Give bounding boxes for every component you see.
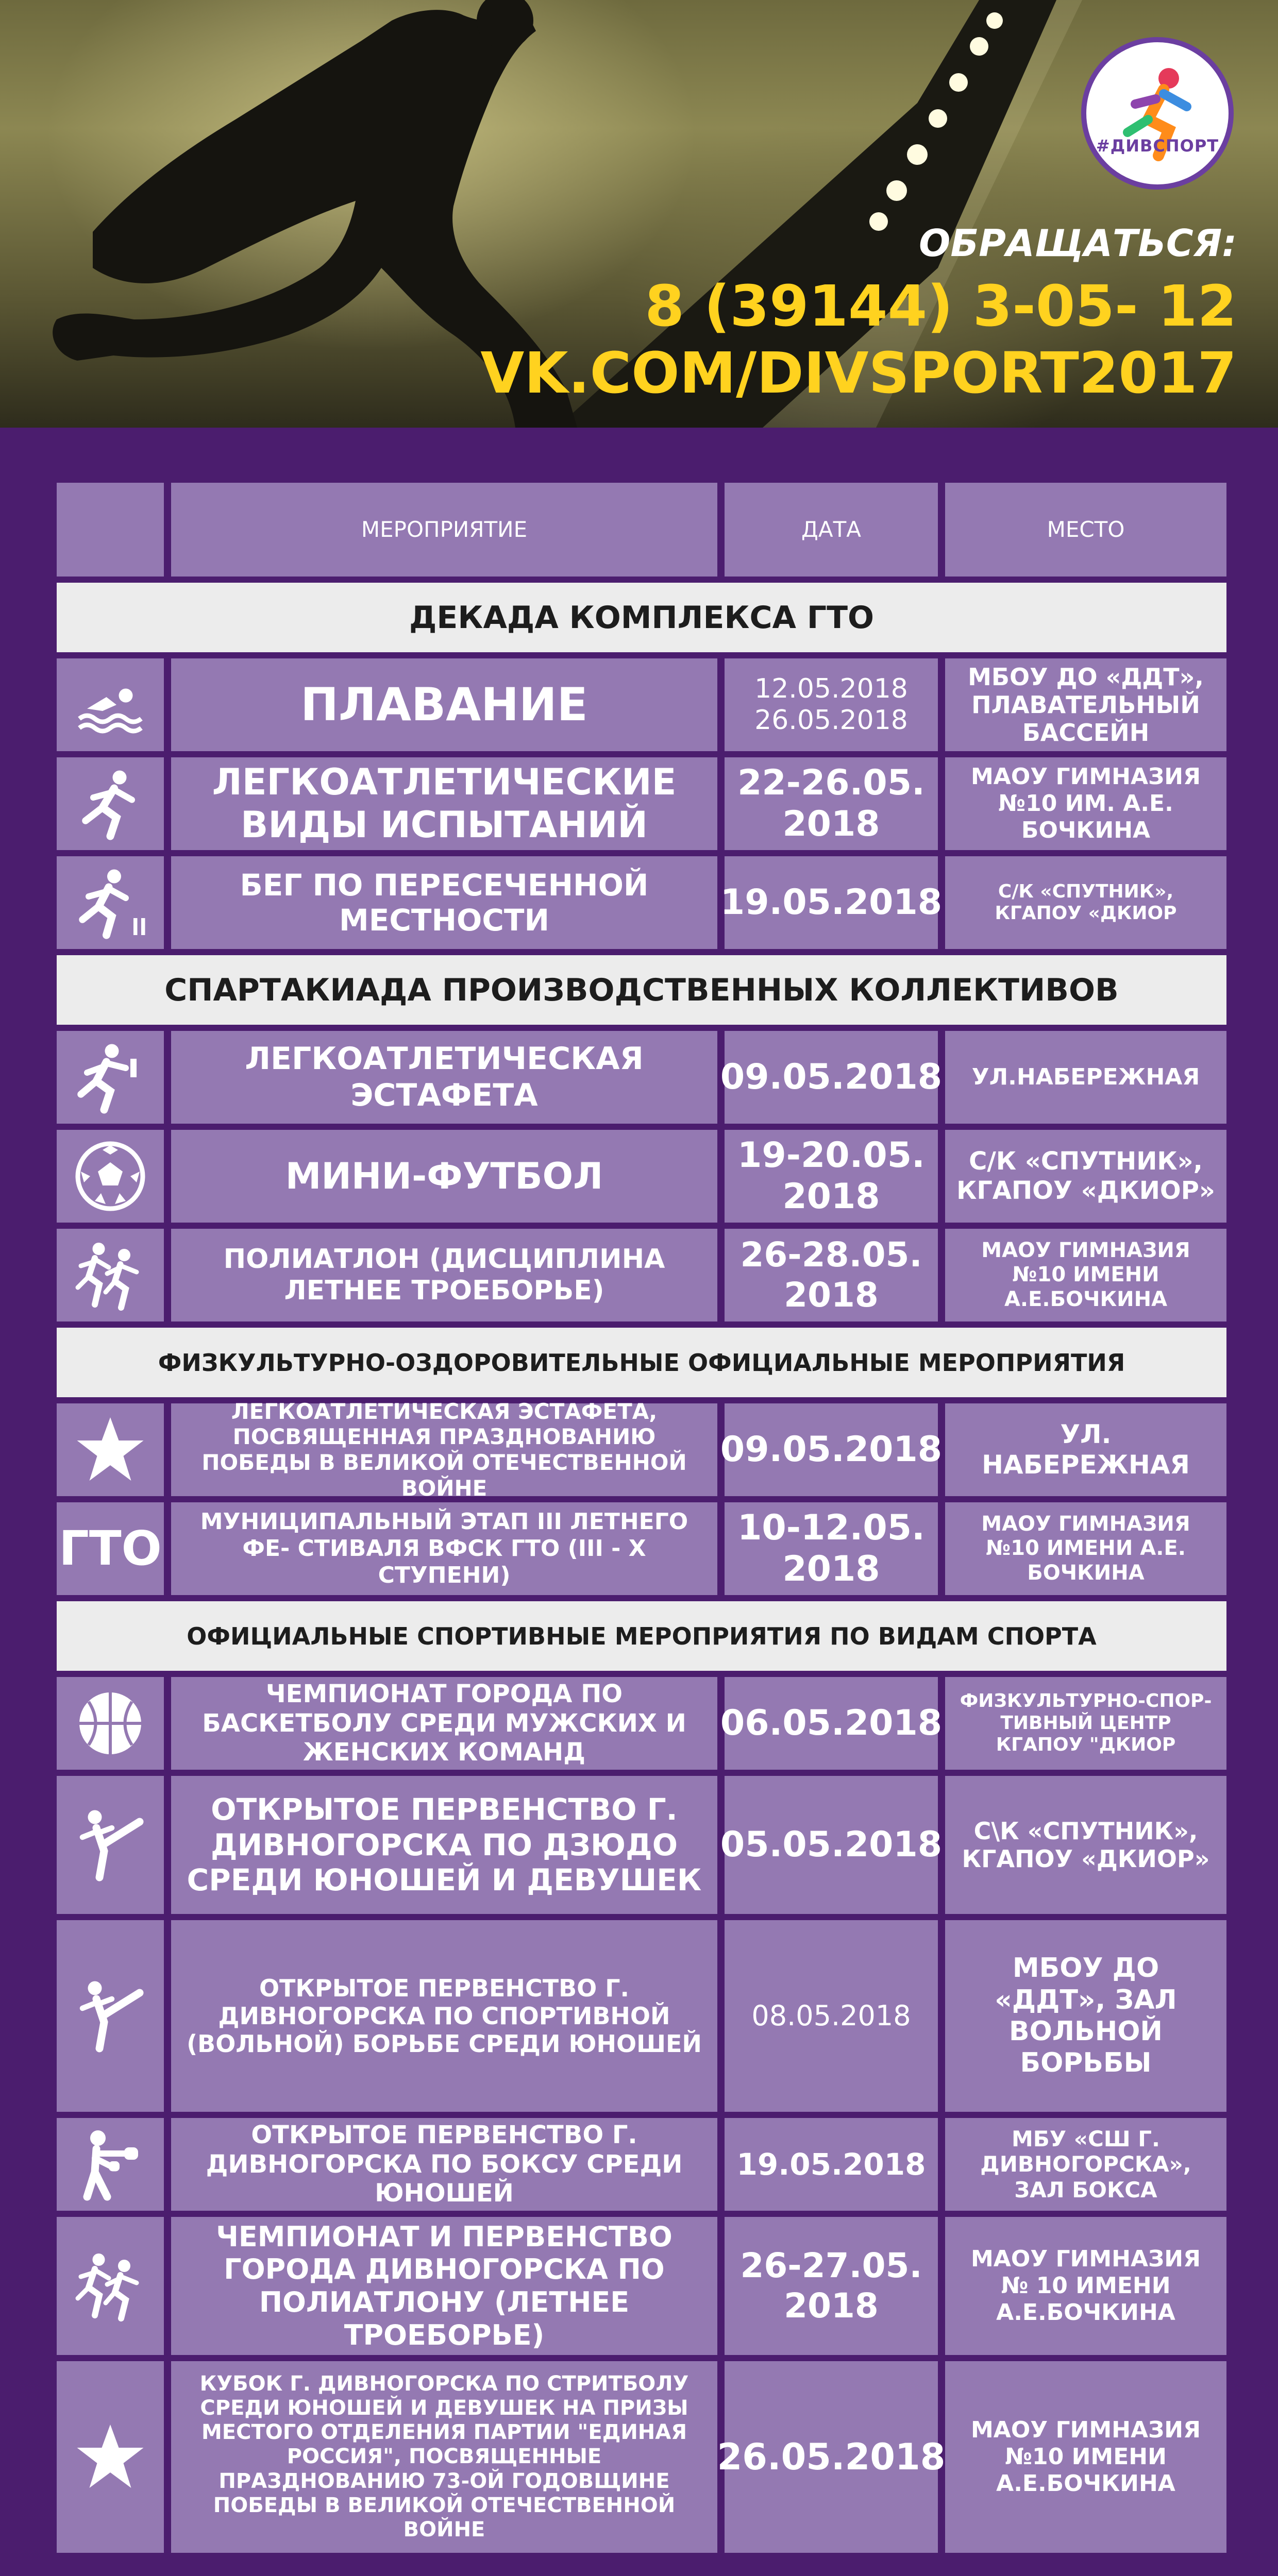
basketball-icon (72, 1685, 149, 1762)
table-header-row (57, 483, 1226, 577)
event-place: МАОУ ГИМНАЗИЯ №10 ИМ. А.Е. БОЧКИНА (945, 757, 1226, 850)
event-name: МУНИЦИПАЛЬНЫЙ ЭТАП III ЛЕТНЕГО ФЕ- СТИВАЛЯ ВФСК ГТО (III - X СТУПЕНИ) (171, 1502, 717, 1595)
column-header-date: ДАТА (725, 483, 938, 577)
event-name: ЧЕМПИОНАТ ГОРОДА ПО БАСКЕТБОЛУ СРЕДИ МУЖСКИХ И ЖЕНСКИХ КОМАНД (171, 1677, 717, 1770)
event-date: 08.05.2018 (725, 1920, 938, 2112)
event-place: С\К «СПУТНИК», КГАПОУ «ДКИОР» (945, 1776, 1226, 1914)
event-date: 26-28.05. 2018 (725, 1229, 938, 1321)
table-row (57, 1229, 1226, 1321)
event-date: 19.05.2018 (725, 856, 938, 949)
table-row (57, 1920, 1226, 2112)
section-title: СПАРТАКИАДА ПРОИЗВОДСТВЕННЫХ КОЛЛЕКТИВОВ (57, 955, 1226, 1025)
icon-cell (57, 1920, 164, 2112)
boxing-icon (72, 2126, 149, 2203)
event-name: ПЛАВАНИЕ (171, 658, 717, 751)
table-row (57, 1776, 1226, 1914)
contact-phone[interactable]: 8 (39144) 3-05- 12 (645, 273, 1237, 339)
table-row (57, 856, 1226, 949)
event-date: 09.05.2018 (725, 1403, 938, 1496)
table-row (57, 757, 1226, 850)
icon-cell (57, 1776, 164, 1914)
swimming-icon (72, 666, 149, 743)
event-place: С/К «СПУТНИК», КГАПОУ «ДКИОР (945, 856, 1226, 949)
event-place: МБОУ ДО «ДДТ», ЗАЛ ВОЛЬНОЙ БОРЬБЫ (945, 1920, 1226, 2112)
table-row (57, 1130, 1226, 1223)
section-title: ДЕКАДА КОМПЛЕКСА ГТО (57, 583, 1226, 652)
runners-group-icon (72, 1236, 149, 1314)
event-date: 26.05.2018 (725, 2361, 938, 2553)
event-place: МАОУ ГИМНАЗИЯ №10 ИМЕНИ А.Е.БОЧКИНА (945, 2361, 1226, 2553)
relay-icon (72, 1039, 149, 1116)
column-header-event: МЕРОПРИЯТИЕ (171, 483, 717, 577)
event-date: 22-26.05. 2018 (725, 757, 938, 850)
logo-text: #ДИВСПОРТ (1096, 136, 1219, 156)
event-name: ЛЕГКОАТЛЕТИЧЕСКАЯ ЭСТАФЕТА (171, 1031, 717, 1124)
icon-cell (57, 1229, 164, 1321)
contact-website-link[interactable]: VK.COM/DIVSPORT2017 (480, 340, 1237, 406)
event-name: ОТКРЫТОЕ ПЕРВЕНСТВО Г. ДИВНОГОРСКА ПО ДЗЮДО СРЕДИ ЮНОШЕЙ И ДЕВУШЕК (171, 1776, 717, 1914)
icon-cell (57, 2217, 164, 2355)
table-row (57, 1398, 1226, 1501)
event-name: ЧЕМПИОНАТ И ПЕРВЕНСТВО ГОРОДА ДИВНОГОРСКА ПО ПОЛИАТЛОНУ (ЛЕТНЕЕ ТРОЕБОРЬЕ) (171, 2217, 717, 2355)
event-name: БЕГ ПО ПЕРЕСЕЧЕННОЙ МЕСТНОСТИ (171, 856, 717, 949)
event-name: ПОЛИАТЛОН (ДИСЦИПЛИНА ЛЕТНЕЕ ТРОЕБОРЬЕ) (171, 1229, 717, 1321)
soccer-ball-icon (72, 1138, 149, 1215)
event-name: ЛЕГКОАТЛЕТИЧЕСКИЕ ВИДЫ ИСПЫТАНИЙ (171, 757, 717, 850)
event-name: ЛЕГКОАТЛЕТИЧЕСКАЯ ЭСТАФЕТА, ПОСВЯЩЕННАЯ ПРАЗДНОВАНИЮ ПОБЕДЫ В ВЕЛИКОЙ ОТЕЧЕСТВЕННОЙ ВОЙНЕ (171, 1403, 717, 1496)
event-date: 05.05.2018 (725, 1776, 938, 1914)
event-date: 10-12.05. 2018 (725, 1502, 938, 1595)
event-place: МАОУ ГИМНАЗИЯ №10 ИМЕНИ А.Е.БОЧКИНА (945, 1229, 1226, 1321)
divsport-logo (1081, 37, 1234, 190)
event-place: МАОУ ГИМНАЗИЯ № 10 ИМЕНИ А.Е.БОЧКИНА (945, 2217, 1226, 2355)
contact-label: ОБРАЩАТЬСЯ: (919, 222, 1237, 265)
star-icon (72, 2418, 149, 2496)
event-place: МАОУ ГИМНАЗИЯ №10 ИМЕНИ А.Е. БОЧКИНА (945, 1502, 1226, 1595)
event-name: МИНИ-ФУТБОЛ (171, 1130, 717, 1223)
icon-cell (57, 658, 164, 751)
event-place: ФИЗКУЛЬТУРНО-СПОР- ТИВНЫЙ ЦЕНТР КГАПОУ "ДКИОР (945, 1677, 1226, 1770)
icon-cell (57, 1677, 164, 1770)
event-name: ОТКРЫТОЕ ПЕРВЕНСТВО Г. ДИВНОГОРСКА ПО БОКСУ СРЕДИ ЮНОШЕЙ (171, 2118, 717, 2211)
event-date: 26-27.05. 2018 (725, 2217, 938, 2355)
event-date: 06.05.2018 (725, 1677, 938, 1770)
event-place: УЛ. НАБЕРЕЖНАЯ (945, 1403, 1226, 1496)
column-header-place: МЕСТО (945, 483, 1226, 577)
icon-cell (57, 2361, 164, 2553)
table-row (57, 2361, 1226, 2553)
event-date: 09.05.2018 (725, 1031, 938, 1124)
table-row (57, 658, 1226, 751)
icon-cell (57, 757, 164, 850)
martial-arts-icon (72, 1806, 149, 1884)
table-row (57, 1502, 1226, 1595)
section-title: ОФИЦИАЛЬНЫЕ СПОРТИВНЫЕ МЕРОПРИЯТИЯ ПО ВИДАМ СПОРТА (57, 1601, 1226, 1671)
table-row (57, 1031, 1226, 1124)
icon-cell (57, 856, 164, 949)
event-date: 19.05.2018 (725, 2118, 938, 2211)
cross-country-icon (72, 864, 149, 941)
star-icon (72, 1411, 149, 1488)
event-place: МБОУ ДО «ДДТ», ПЛАВАТЕЛЬНЫЙ БАССЕЙН (945, 658, 1226, 751)
event-place: МБУ «СШ Г. ДИВНОГОРСКА», ЗАЛ БОКСА (945, 2118, 1226, 2211)
event-name: КУБОК Г. ДИВНОГОРСКА ПО СТРИТБОЛУ СРЕДИ ЮНОШЕЙ И ДЕВУШЕК НА ПРИЗЫ МЕСТОГО ОТДЕЛЕНИЯ ПАРТИИ "ЕДИНАЯ РОССИЯ", ПОСВЯЩЕННЫЕ ПРАЗДНОВАНИЮ 73-ОЙ ГОДОВЩИНЕ ПОБЕДЫ В ВЕЛИКОЙ ОТЕЧЕСТВЕННОЙ ВОЙНЕ (171, 2361, 717, 2553)
header-icon-column (57, 483, 164, 577)
icon-cell (57, 1031, 164, 1124)
runner-logo-icon (1086, 42, 1229, 184)
gto-icon: ГТО (57, 1502, 164, 1595)
section-title: ФИЗКУЛЬТУРНО-ОЗДОРОВИТЕЛЬНЫЕ ОФИЦИАЛЬНЫЕ МЕРОПРИЯТИЯ (57, 1328, 1226, 1397)
event-name: ОТКРЫТОЕ ПЕРВЕНСТВО Г. ДИВНОГОРСКА ПО СПОРТИВНОЙ (ВОЛЬНОЙ) БОРЬБЕ СРЕДИ ЮНОШЕЙ (171, 1920, 717, 2112)
runners-group-icon (72, 2247, 149, 2325)
icon-cell (57, 2118, 164, 2211)
hero-banner (0, 0, 1278, 428)
event-place: УЛ.НАБЕРЕЖНАЯ (945, 1031, 1226, 1124)
event-date: 12.05.2018 26.05.2018 (725, 658, 938, 751)
wrestling-icon (72, 1977, 149, 2055)
icon-cell (57, 1130, 164, 1223)
icon-cell (57, 1403, 164, 1496)
table-row (57, 2217, 1226, 2355)
event-date: 19-20.05. 2018 (725, 1130, 938, 1223)
table-row (57, 2118, 1226, 2211)
event-place: С/К «СПУТНИК», КГАПОУ «ДКИОР» (945, 1130, 1226, 1223)
table-row (57, 1677, 1226, 1770)
running-icon (72, 765, 149, 842)
